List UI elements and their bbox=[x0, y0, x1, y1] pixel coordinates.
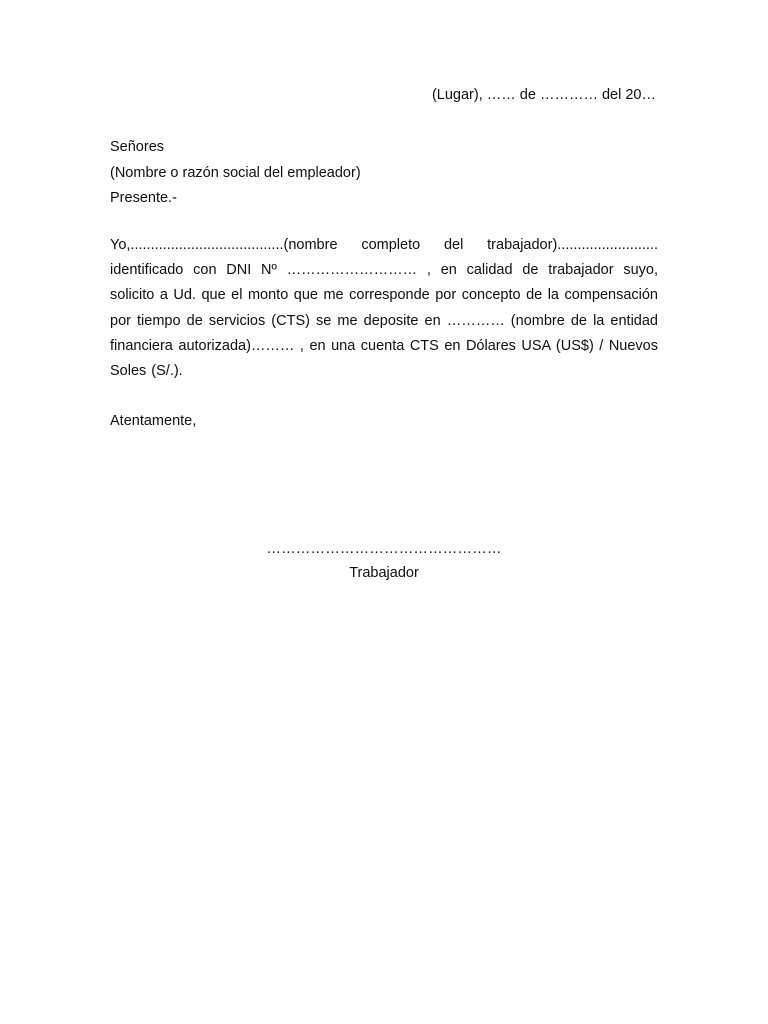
signature-line: ………………………………………… bbox=[266, 541, 502, 557]
closing-text: Atentamente, bbox=[110, 413, 197, 429]
recipient-present: Presente.- bbox=[110, 190, 177, 206]
letter-body: Yo,......................................(nombre completo del trabajador)......................... identificado con DNI Nº ……………………… , en calidad de trabajador suyo, solicito a Ud. que el monto que me corresponde por concepto de la compensación por tiempo de servicios (CTS) se me deposite en ………… (nombre de la entidad financiera autorizada)……… , en una cuenta CTS en Dólares USA (US$) / Nuevos Soles (S/.). bbox=[110, 237, 658, 380]
recipient-employer-name: (Nombre o razón social del empleador) bbox=[110, 164, 361, 181]
recipient-greeting: Señores bbox=[110, 139, 165, 155]
signature-label: Trabajador bbox=[349, 565, 419, 581]
date-line: (Lugar), …… de ………… del 20… bbox=[431, 87, 656, 103]
recipient-block bbox=[110, 135, 361, 212]
